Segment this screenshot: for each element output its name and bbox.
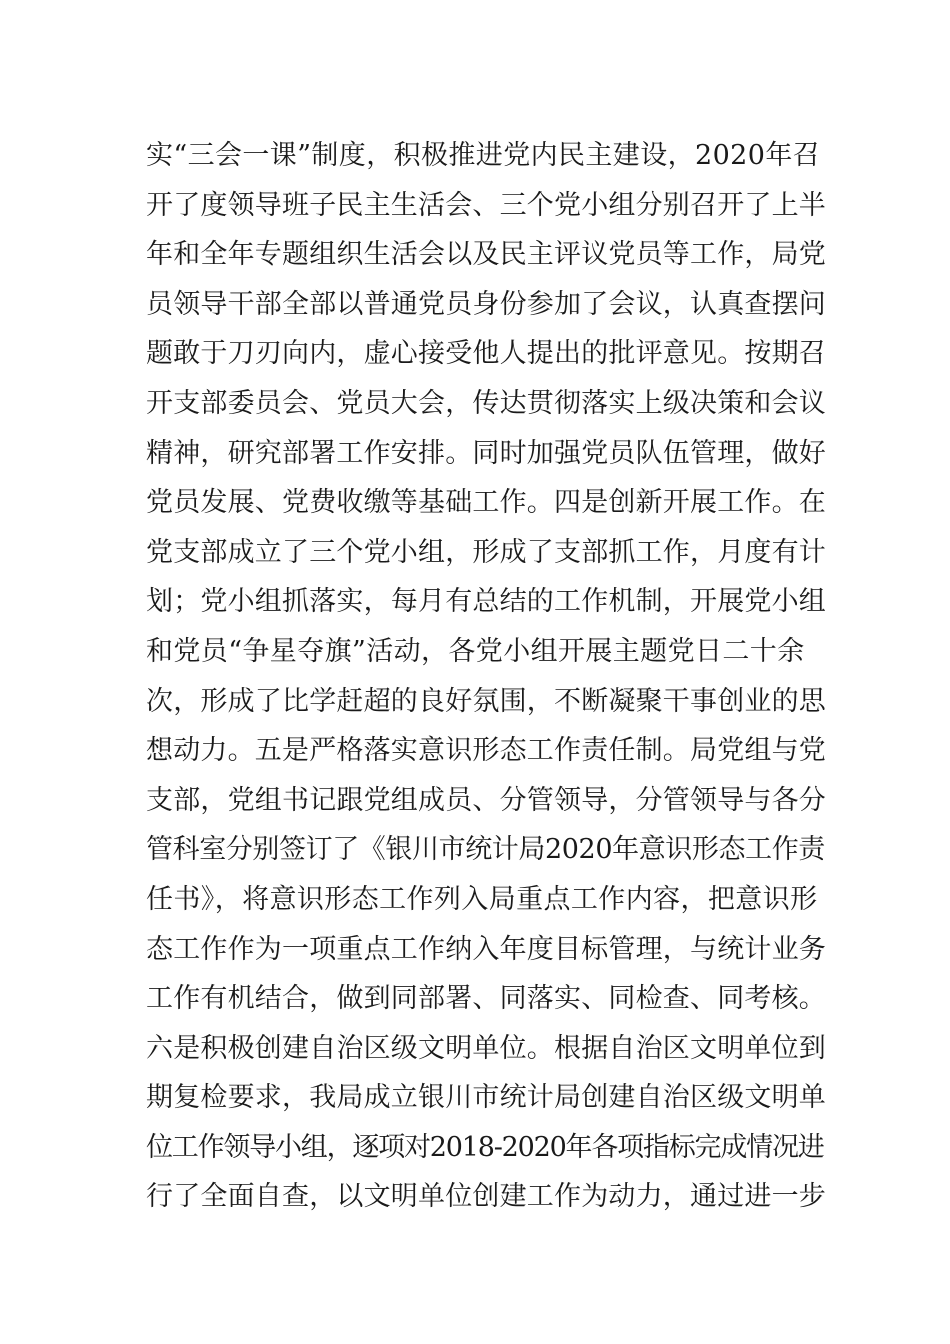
text-line: 行了全面自查，以文明单位创建工作为动力，通过进一步 [146, 1181, 826, 1213]
text-line: 开支部委员会、党员大会，传达贯彻落实上级决策和会议 [146, 387, 826, 419]
body-text [146, 131, 826, 1222]
text-line: 年和全年专题组织生活会以及民主评议党员等工作，局党 [146, 239, 826, 271]
text-line: 开了度领导班子民主生活会、三个党小组分别召开了上半 [146, 189, 826, 221]
text-line: 员领导干部全部以普通党员身份参加了会议，认真查摆问 [146, 288, 826, 320]
text-line: 任书》，将意识形态工作列入局重点工作内容，把意识形 [146, 883, 818, 915]
text-line: 想动力。五是严格落实意识形态工作责任制。局党组与党 [146, 735, 826, 767]
text-line: 管科室分别签订了《银川市统计局2020年意识形态工作责 [146, 834, 825, 866]
text-line: 题敢于刀刃向内，虚心接受他人提出的批评意见。按期召 [146, 338, 826, 370]
text-line: 态工作作为一项重点工作纳入年度目标管理，与统计业务 [146, 933, 826, 965]
text-line: 次，形成了比学赶超的良好氛围，不断凝聚干事创业的思 [146, 685, 826, 717]
text-line: 党支部成立了三个党小组，形成了支部抓工作，月度有计 [146, 536, 826, 568]
text-line: 划；党小组抓落实，每月有总结的工作机制，开展党小组 [146, 586, 826, 618]
text-line: 支部，党组书记跟党组成员、分管领导，分管领导与各分 [146, 784, 826, 816]
text-line: 精神，研究部署工作安排。同时加强党员队伍管理，做好 [146, 437, 826, 469]
text-line: 期复检要求，我局成立银川市统计局创建自治区级文明单 [146, 1082, 826, 1114]
text-line: 工作有机结合，做到同部署、同落实、同检查、同考核。 [146, 983, 826, 1015]
text-line: 六是积极创建自治区级文明单位。根据自治区文明单位到 [146, 1032, 826, 1064]
text-line: 党员发展、党费收缴等基础工作。四是创新开展工作。在 [146, 487, 826, 519]
text-line: 位工作领导小组，逐项对2018-2020年各项指标完成情况进 [146, 1131, 824, 1163]
text-line: 和党员“争星夺旗”活动，各党小组开展主题党日二十余 [146, 635, 805, 667]
text-line: 实“三会一课”制度，积极推进党内民主建设，2020年召 [146, 140, 821, 171]
